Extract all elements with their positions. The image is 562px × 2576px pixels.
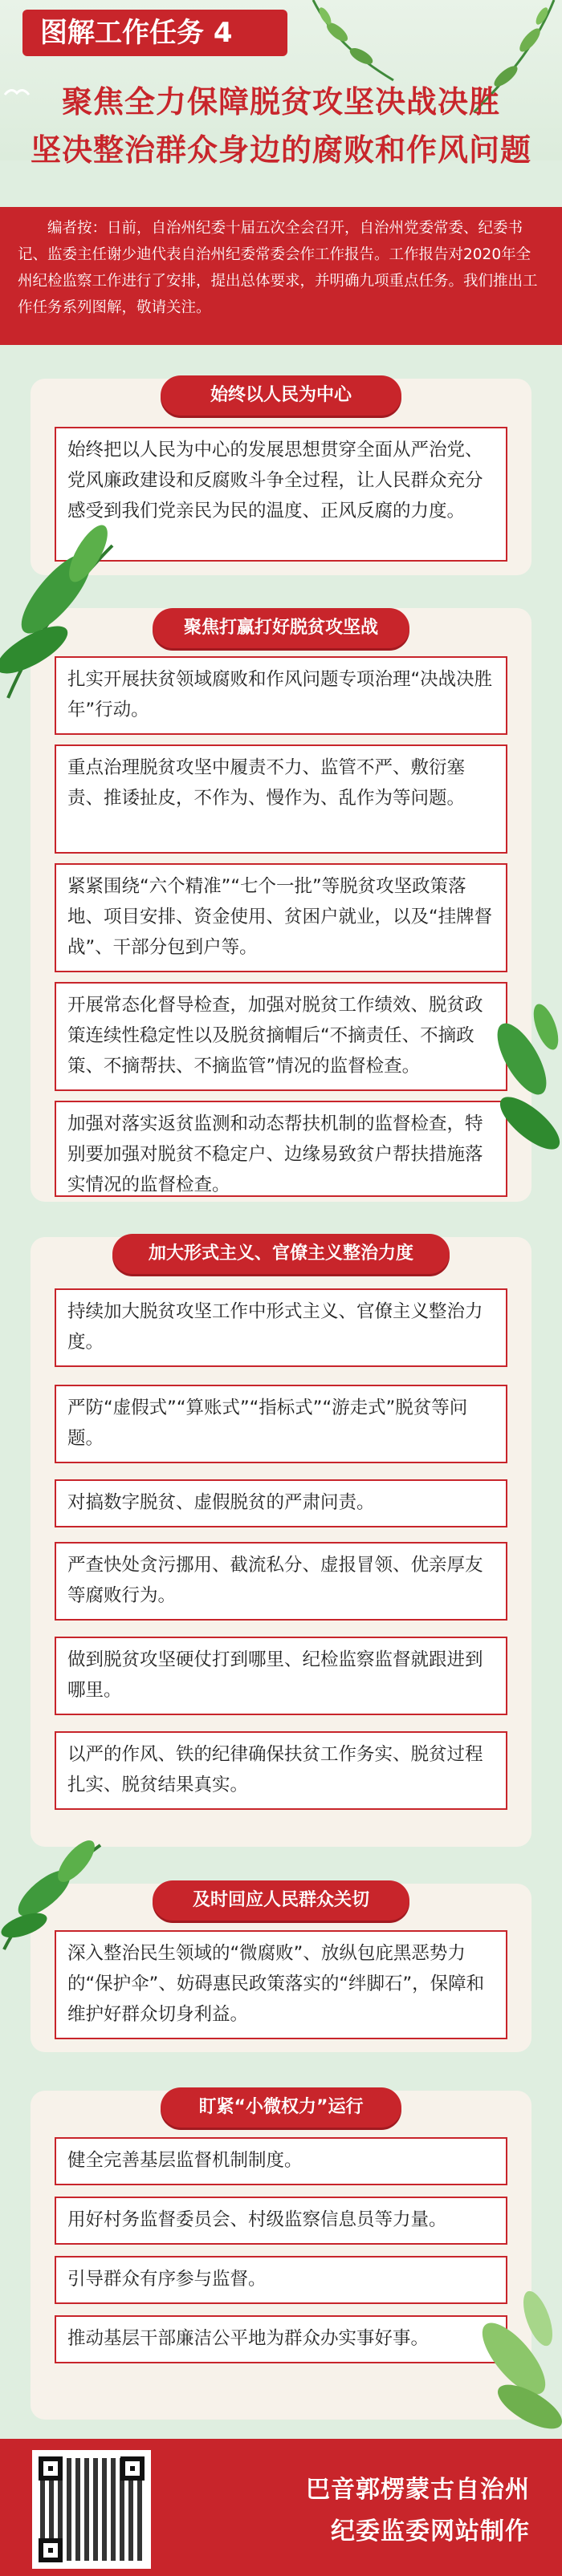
qr-corner (120, 2456, 145, 2481)
leaf-cluster-icon (474, 995, 562, 1179)
leaf-cluster-icon (450, 2278, 562, 2439)
list-item: 始终把以人民为中心的发展思想贯穿全面从严治党、党风廉政建设和反腐败斗争全过程，让人民群众充分感受到我们党亲民为民的温度、正风反腐的力度。 (55, 427, 507, 562)
list-item: 推动基层干部廉洁公平地为群众办实事好事。 (55, 2315, 507, 2363)
list-item: 对搞数字脱贫、虚假脱贫的严肃问责。 (55, 1479, 507, 1527)
headline-line1: 聚焦全力保障脱贫攻坚决战决胜 (61, 84, 500, 120)
list-item: 严防“虚假式”“算账式”“指标式”“游走式”脱贫等问题。 (55, 1385, 507, 1463)
section-title: 始终以人民为中心 (161, 375, 401, 416)
section-title: 盯紧“小微权力”运行 (161, 2087, 401, 2128)
list-item: 持续加大脱贫攻坚工作中形式主义、官僚主义整治力度。 (55, 1288, 507, 1367)
list-item: 紧紧围绕“六个精准”“七个一批”等脱贫攻坚政策落地、项目安排、资金使用、贫困户就业，以及“挂牌督战”、干部分包到户等。 (55, 863, 507, 972)
editor-note: 编者按：日前，自治州纪委十届五次全会召开，自治州党委常委、纪委书记、监委主任谢少迪代表自治州纪委常委会作工作报告。工作报告对2020年全州纪检监察工作进行了安排，提出总体要求，并明确九项重点任务。我们推出工作任务系列图解，敬请关注。 (0, 207, 562, 345)
list-item: 开展常态化督导检查，加强对脱贫工作绩效、脱贫政策连续性稳定性以及脱贫摘帽后“不摘责任、不摘政策、不摘帮扶、不摘监管”情况的监督检查。 (55, 982, 507, 1091)
list-item: 引导群众有序参与监督。 (55, 2256, 507, 2304)
list-item: 加强对落实返贫监测和动态帮扶机制的监督检查，特别要加强对脱贫不稳定户、边缘易致贫户帮扶措施落实情况的监督检查。 (55, 1101, 507, 1197)
leaf-cluster-icon (0, 1805, 104, 1957)
section-title: 加大形式主义、官僚主义整治力度 (112, 1234, 450, 1274)
leaf-cluster-icon (0, 497, 120, 706)
list-item: 严查快处贪污挪用、截流私分、虚报冒领、优亲厚友等腐败行为。 (55, 1542, 507, 1621)
list-item: 扎实开展扶贫领域腐败和作风问题专项治理“决战决胜年”行动。 (55, 656, 507, 735)
section-card-public-concerns (31, 1884, 531, 2052)
headline-line2: 坚决整治群众身边的腐败和作风问题 (30, 132, 531, 168)
section-title: 及时回应人民群众关切 (153, 1880, 409, 1921)
footer-org-line2: 纪委监委网站制作 (331, 2517, 530, 2546)
list-item: 重点治理脱贫攻坚中履责不力、监管不严、敷衍塞责、推诿扯皮，不作为、慢作为、乱作为等问题。 (55, 744, 507, 854)
qr-corner (39, 2538, 63, 2562)
header (0, 0, 562, 168)
qr-corner (39, 2456, 63, 2481)
list-item: 用好村务监督委员会、村级监察信息员等力量。 (55, 2197, 507, 2245)
footer (0, 2439, 562, 2576)
section-title: 聚焦打赢打好脱贫攻坚战 (153, 608, 409, 648)
list-item: 做到脱贫攻坚硬仗打到哪里、纪检监察监督就跟进到哪里。 (55, 1637, 507, 1715)
list-item: 健全完善基层监督机制制度。 (55, 2137, 507, 2185)
qr-code-icon[interactable] (32, 2450, 151, 2569)
section-card-formalism (31, 1237, 531, 1847)
list-item: 深入整治民生领域的“微腐败”、放纵包庇黑恶势力的“保护伞”、妨碍惠民政策落实的“绊脚石”，保障和维护好群众切身利益。 (55, 1930, 507, 2039)
footer-org-line1: 巴音郭楞蒙古自治州 (306, 2476, 530, 2504)
leaf-decoration-icon (305, 0, 401, 88)
task-tag: 图解工作任务 4 (22, 10, 287, 56)
list-item: 以严的作风、铁的纪律确保扶贫工作务实、脱贫过程扎实、脱贫结果真实。 (55, 1731, 507, 1810)
